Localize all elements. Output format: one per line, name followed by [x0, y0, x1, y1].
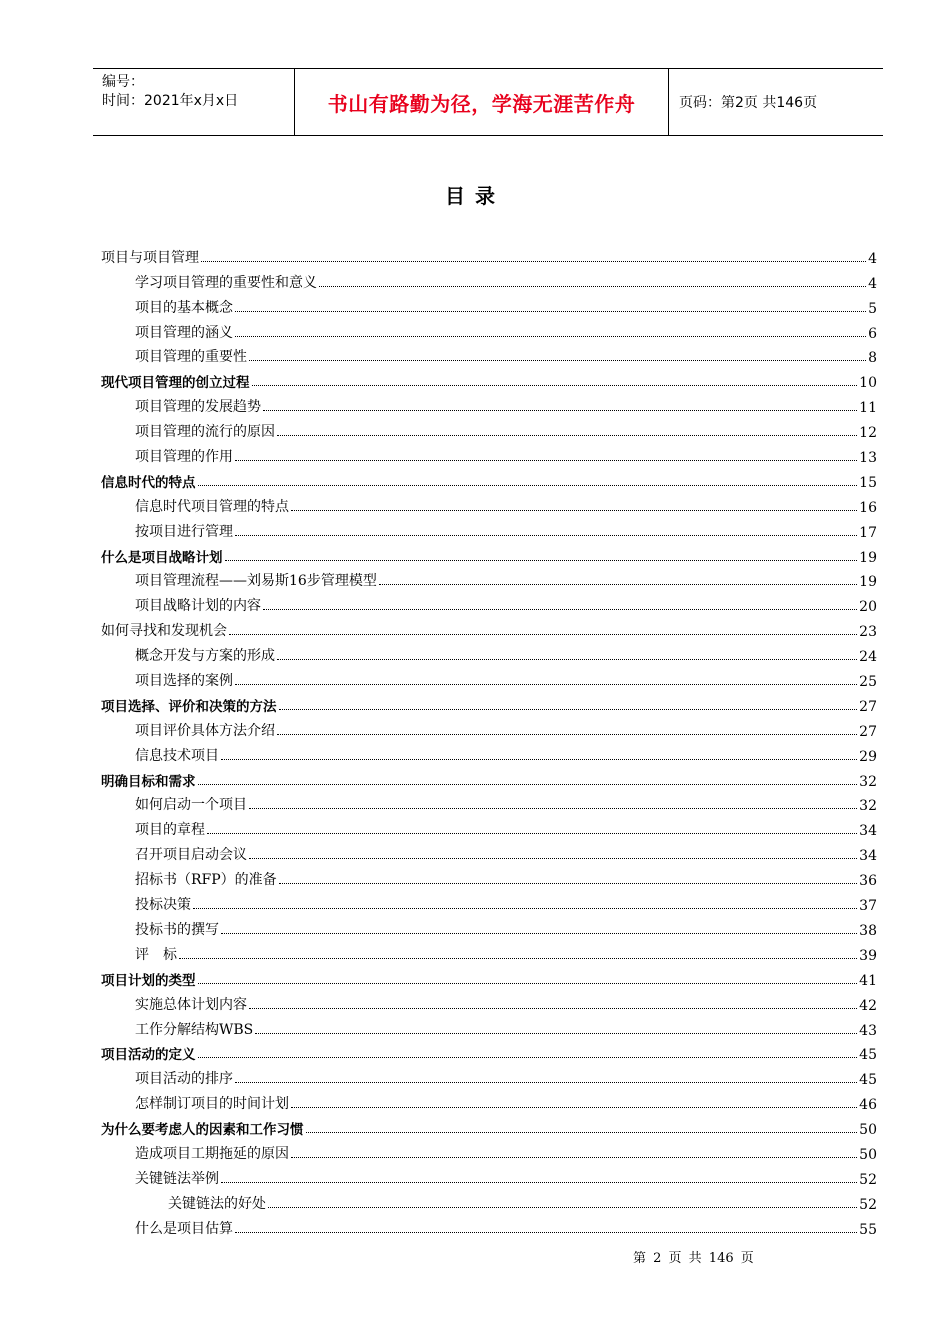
toc-leader-dots: [379, 584, 857, 585]
toc-leader-dots: [263, 410, 857, 411]
toc-entry-label: 工作分解结构WBS: [135, 1021, 254, 1038]
toc-entry-label: 招标书（RFP）的准备: [135, 872, 277, 889]
toc-leader-dots: [235, 1082, 857, 1083]
page-title: 目录: [445, 184, 505, 208]
toc-leader-dots: [277, 659, 857, 660]
header-page-cell: [669, 69, 883, 135]
toc-leader-dots: [221, 759, 857, 760]
toc-entry[interactable]: [101, 416, 877, 441]
toc-entry[interactable]: [101, 640, 877, 665]
toc-entry-label: 明确目标和需求: [101, 773, 196, 790]
toc-entry[interactable]: [101, 740, 877, 765]
toc-entry-label: 项目管理的涵义: [135, 324, 233, 341]
toc-entry[interactable]: [101, 466, 877, 491]
toc-entry[interactable]: [101, 342, 877, 367]
header-motto-cell: [295, 69, 669, 135]
toc-entry[interactable]: [101, 914, 877, 939]
toc-entry[interactable]: [101, 715, 877, 740]
toc-entry[interactable]: [101, 267, 877, 292]
toc-entry-page: 45: [859, 1047, 877, 1064]
toc-entry-page: 16: [859, 499, 877, 516]
toc-entry-page: 42: [859, 997, 877, 1014]
toc-entry-page: 34: [859, 823, 877, 840]
toc-entry-page: 25: [859, 674, 877, 691]
toc-entry-page: 13: [859, 450, 877, 467]
toc-leader-dots: [235, 684, 857, 685]
toc-entry-page: 27: [859, 723, 877, 740]
toc-entry[interactable]: [101, 964, 877, 989]
toc-entry-page: 10: [859, 375, 877, 392]
toc-entry-page: 52: [859, 1171, 877, 1188]
toc-entry[interactable]: [101, 1138, 877, 1163]
page-footer: 第 2 页 共 146 页: [633, 1251, 754, 1266]
toc-entry[interactable]: [101, 441, 877, 466]
toc-entry-label: 项目活动的排序: [135, 1071, 233, 1088]
toc-entry[interactable]: [101, 615, 877, 640]
toc-entry-label: 项目与项目管理: [101, 249, 199, 266]
toc-entry[interactable]: [101, 665, 877, 690]
toc-leader-dots: [221, 933, 857, 934]
toc-entry-label: 什么是项目估算: [135, 1220, 233, 1237]
toc-entry-label: 项目活动的定义: [101, 1047, 196, 1064]
toc-leader-dots: [319, 286, 866, 287]
page-header: [93, 68, 883, 136]
toc-leader-dots: [235, 535, 857, 536]
toc-entry-page: 24: [859, 649, 877, 666]
toc-entry[interactable]: [101, 541, 877, 566]
toc-entry[interactable]: [101, 814, 877, 839]
toc-entry-label: 投标决策: [135, 897, 191, 914]
toc-leader-dots: [277, 734, 857, 735]
toc-entry[interactable]: [101, 391, 877, 416]
toc-entry-page: 32: [859, 773, 877, 790]
toc-leader-dots: [291, 510, 857, 511]
toc-entry-label: 评 标: [135, 946, 177, 963]
toc-entry[interactable]: [101, 1113, 877, 1138]
toc-entry-label: 造成项目工期拖延的原因: [135, 1145, 289, 1162]
toc-entry-label: 信息时代的特点: [101, 474, 196, 491]
toc-leader-dots: [235, 311, 866, 312]
toc-entry-page: 5: [868, 300, 877, 317]
toc-entry[interactable]: [101, 864, 877, 889]
toc-entry-label: 召开项目启动会议: [135, 847, 247, 864]
toc-leader-dots: [235, 460, 857, 461]
toc-entry-label: 项目的基本概念: [135, 299, 233, 316]
toc-leader-dots: [198, 485, 858, 486]
toc-entry[interactable]: [101, 839, 877, 864]
toc-leader-dots: [306, 1132, 858, 1133]
toc-entry-label: 项目管理流程——刘易斯16步管理模型: [135, 573, 377, 590]
toc-entry-label: 关键链法的好处: [168, 1195, 266, 1212]
toc-entry-label: 项目选择的案例: [135, 673, 233, 690]
toc-entry-page: 19: [859, 549, 877, 566]
toc-entry-page: 45: [859, 1072, 877, 1089]
header-page-number: 页码：第2页 共146页: [679, 95, 818, 111]
toc-entry[interactable]: [101, 1213, 877, 1238]
toc-leader-dots: [198, 983, 858, 984]
toc-leader-dots: [249, 1008, 857, 1009]
toc-leader-dots: [193, 908, 857, 909]
toc-leader-dots: [263, 609, 857, 610]
toc-entry-label: 项目管理的发展趋势: [135, 399, 261, 416]
toc-entry[interactable]: [101, 566, 877, 591]
toc-entry[interactable]: [101, 491, 877, 516]
header-motto: 书山有路勤为径，学海无涯苦作舟: [327, 91, 636, 116]
toc-entry[interactable]: [101, 516, 877, 541]
toc-entry-page: 23: [859, 624, 877, 641]
toc-entry-page: 55: [859, 1221, 877, 1238]
toc-entry-label: 投标书的撰写: [135, 921, 219, 938]
toc-leader-dots: [277, 435, 857, 436]
toc-entry-page: 27: [859, 698, 877, 715]
toc-entry-label: 项目管理的流行的原因: [135, 424, 275, 441]
toc-entry-page: 32: [859, 798, 877, 815]
toc-leader-dots: [179, 958, 857, 959]
toc-leader-dots: [279, 709, 858, 710]
toc-entry-page: 4: [868, 275, 877, 292]
toc-leader-dots: [235, 336, 866, 337]
toc-leader-dots: [235, 1232, 857, 1233]
toc-entry-page: 52: [859, 1196, 877, 1213]
toc-entry-label: 项目计划的类型: [101, 972, 196, 989]
toc-entry[interactable]: [101, 1088, 877, 1113]
header-meta-cell: [93, 69, 295, 135]
toc-entry-label: 项目战略计划的内容: [135, 598, 261, 615]
toc-leader-dots: [229, 634, 857, 635]
toc-entry[interactable]: [101, 1063, 877, 1088]
toc-entry-page: 19: [859, 574, 877, 591]
toc-entry-label: 如何启动一个项目: [135, 797, 247, 814]
toc-entry-page: 50: [859, 1122, 877, 1139]
toc-leader-dots: [225, 560, 858, 561]
toc-entry-label: 概念开发与方案的形成: [135, 648, 275, 665]
toc-leader-dots: [221, 1182, 857, 1183]
toc-leader-dots: [279, 883, 857, 884]
toc-entry-page: 29: [859, 748, 877, 765]
toc-entry-label: 关键链法举例: [135, 1170, 219, 1187]
toc-leader-dots: [249, 858, 857, 859]
toc-leader-dots: [249, 808, 857, 809]
toc-entry-page: 17: [859, 524, 877, 541]
toc-entry[interactable]: [101, 989, 877, 1014]
toc-entry-page: 41: [859, 972, 877, 989]
toc-entry[interactable]: [101, 292, 877, 317]
toc-entry-label: 为什么要考虑人的因素和工作习惯: [101, 1122, 304, 1139]
toc-entry[interactable]: [101, 1039, 877, 1064]
toc-entry-label: 现代项目管理的创立过程: [101, 375, 250, 392]
toc-entry-label: 什么是项目战略计划: [101, 549, 223, 566]
toc-entry-page: 37: [859, 898, 877, 915]
toc-entry-label: 信息时代项目管理的特点: [135, 498, 289, 515]
document-number-label: 编号：: [102, 74, 144, 90]
toc-entry-page: 20: [859, 599, 877, 616]
toc-entry[interactable]: [101, 1188, 877, 1213]
toc-entry[interactable]: [101, 889, 877, 914]
toc-entry-label: 怎样制订项目的时间计划: [135, 1096, 289, 1113]
toc-entry-page: 6: [868, 325, 877, 342]
toc-entry[interactable]: [101, 242, 877, 267]
toc-entry-label: 项目选择、评价和决策的方法: [101, 698, 277, 715]
toc-leader-dots: [198, 784, 858, 785]
toc-leader-dots: [291, 1157, 857, 1158]
toc-entry-page: 36: [859, 873, 877, 890]
toc-entry-page: 43: [859, 1022, 877, 1039]
toc-entry-label: 学习项目管理的重要性和意义: [135, 274, 317, 291]
toc-entry[interactable]: [101, 366, 877, 391]
document-time-label: 时间：2021年x月x日: [102, 93, 239, 109]
toc-entry[interactable]: [101, 1163, 877, 1188]
toc-entry[interactable]: [101, 590, 877, 615]
toc-leader-dots: [249, 360, 866, 361]
toc-entry[interactable]: [101, 1014, 877, 1039]
toc-leader-dots: [255, 1033, 857, 1034]
table-of-contents: [101, 242, 877, 1238]
toc-entry-page: 50: [859, 1146, 877, 1163]
toc-entry-page: 15: [859, 474, 877, 491]
toc-entry[interactable]: [101, 790, 877, 815]
toc-entry-label: 项目评价具体方法介绍: [135, 722, 275, 739]
toc-entry-page: 12: [859, 425, 877, 442]
toc-leader-dots: [268, 1207, 857, 1208]
toc-entry-page: 38: [859, 922, 877, 939]
toc-entry-page: 39: [859, 947, 877, 964]
toc-entry-label: 项目管理的作用: [135, 449, 233, 466]
toc-leader-dots: [252, 385, 858, 386]
toc-entry-label: 项目管理的重要性: [135, 349, 247, 366]
toc-entry-page: 4: [868, 250, 877, 267]
toc-entry[interactable]: [101, 939, 877, 964]
toc-entry[interactable]: [101, 690, 877, 715]
toc-leader-dots: [291, 1107, 857, 1108]
toc-entry-label: 实施总体计划内容: [135, 996, 247, 1013]
toc-entry-label: 如何寻找和发现机会: [101, 623, 227, 640]
toc-entry-label: 按项目进行管理: [135, 523, 233, 540]
toc-entry-label: 信息技术项目: [135, 747, 219, 764]
toc-entry-page: 11: [859, 400, 877, 417]
toc-entry-page: 34: [859, 848, 877, 865]
toc-entry-label: 项目的章程: [135, 822, 205, 839]
toc-leader-dots: [201, 261, 866, 262]
toc-entry-page: 46: [859, 1097, 877, 1114]
toc-entry[interactable]: [101, 765, 877, 790]
toc-entry-page: 8: [868, 350, 877, 367]
toc-leader-dots: [207, 833, 857, 834]
toc-entry[interactable]: [101, 317, 877, 342]
toc-leader-dots: [198, 1057, 858, 1058]
